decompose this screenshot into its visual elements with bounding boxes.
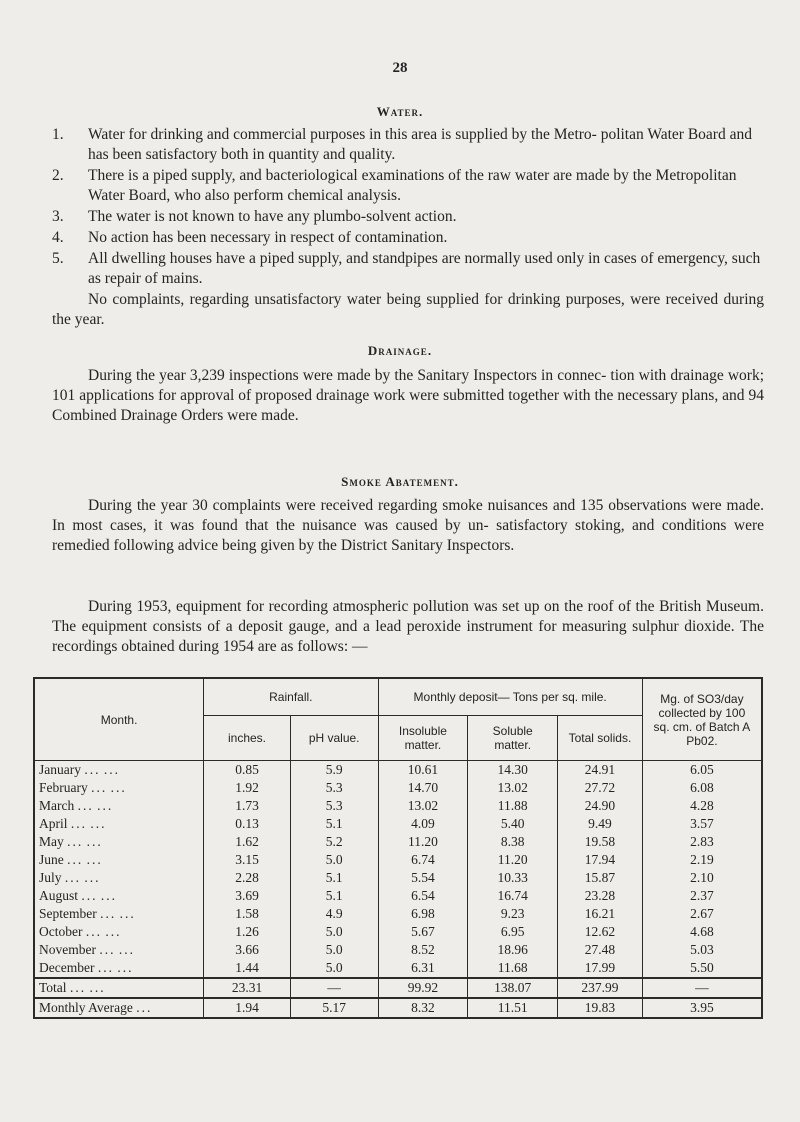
total-row xyxy=(34,978,762,998)
total-cell: 19.58 xyxy=(558,833,643,851)
col-header-soluble: Soluble matter. xyxy=(468,716,558,761)
list-item xyxy=(52,207,764,227)
ph-cell: 5.1 xyxy=(290,815,378,833)
inches-cell: 1.58 xyxy=(204,905,291,923)
insoluble-cell: 10.61 xyxy=(378,761,468,780)
so3-cell: — xyxy=(642,978,762,998)
table-row xyxy=(34,869,762,887)
so3-cell: 2.67 xyxy=(690,906,714,921)
drainage-paragraph: During the year 3,239 inspections were made by the Sanitary Inspectors in connec- tion with drainage work; 101 applications for approval of proposed drainage work were submitted together with the necessary plans, and 94 Combined Drainage Orders were made. xyxy=(52,367,764,424)
soluble-cell: 14.30 xyxy=(468,761,558,780)
month-cell: May ... ... xyxy=(34,833,204,851)
inches-cell: 3.69 xyxy=(204,887,291,905)
table-row xyxy=(34,797,762,815)
inches-cell: 2.28 xyxy=(204,869,291,887)
inches-cell: 1.94 xyxy=(204,998,291,1018)
table-row xyxy=(34,887,762,905)
ph-cell: 5.2 xyxy=(290,833,378,851)
list-number: 2. xyxy=(52,167,64,184)
inches-cell: 23.31 xyxy=(204,978,291,998)
inches-cell: 3.15 xyxy=(204,851,291,869)
list-number: 3. xyxy=(52,208,64,225)
soluble-cell: 11.68 xyxy=(468,959,558,978)
table-row xyxy=(34,941,762,959)
list-number: 1. xyxy=(52,126,64,143)
total-cell: 17.94 xyxy=(558,851,643,869)
so3-cell: 5.50 xyxy=(690,960,714,975)
ph-cell: 5.3 xyxy=(290,779,378,797)
month-cell: August ... ... xyxy=(34,887,204,905)
table-row xyxy=(34,833,762,851)
insoluble-cell: 13.02 xyxy=(378,797,468,815)
month-cell: September ... ... xyxy=(34,905,204,923)
smoke-section xyxy=(52,496,764,556)
water-list xyxy=(52,125,764,330)
total-cell: 24.91 xyxy=(558,761,643,780)
soluble-cell: 11.51 xyxy=(468,998,558,1018)
table-row xyxy=(34,905,762,923)
insoluble-cell: 4.09 xyxy=(378,815,468,833)
soluble-cell: 13.02 xyxy=(468,779,558,797)
total-cell: 23.28 xyxy=(558,887,643,905)
soluble-cell: 138.07 xyxy=(468,978,558,998)
list-text: The water is not known to have any plumbo-solvent action. xyxy=(88,208,457,225)
soluble-cell: 8.38 xyxy=(468,833,558,851)
so3-cell: 5.03 xyxy=(690,942,714,957)
total-cell: 19.83 xyxy=(558,998,643,1018)
total-cell: 17.99 xyxy=(558,959,643,978)
list-text: There is a piped supply, and bacteriological examinations of the raw water are made by the Metropolitan Water Board, who also perform chemical analysis. xyxy=(88,167,737,204)
list-item xyxy=(52,125,764,165)
ph-cell: 5.0 xyxy=(290,923,378,941)
so3-cell: 6.08 xyxy=(690,780,714,795)
insoluble-cell: 14.70 xyxy=(378,779,468,797)
smoke-heading: Smoke Abatement. xyxy=(341,474,459,489)
pollution-paragraph: During 1953, equipment for recording atmospheric pollution was set up on the roof of the British Museum. The equipment consists of a deposit gauge, and a lead peroxide instrument for measuring sulphur dioxide. The recordings obtained during 1954 are as follows: — xyxy=(52,598,764,655)
col-header-ph: pH value. xyxy=(290,716,378,761)
month-cell: December ... ... xyxy=(34,959,204,978)
water-complaints-paragraph: No complaints, regarding unsatisfactory water being supplied for drinking purposes, were received during the year. xyxy=(52,291,764,328)
inches-cell: 0.85 xyxy=(204,761,291,780)
so3-cell: 6.05 xyxy=(690,762,714,777)
insoluble-cell: 5.67 xyxy=(378,923,468,941)
month-cell: October ... ... xyxy=(34,923,204,941)
ph-cell: 5.1 xyxy=(290,869,378,887)
drainage-heading: Drainage. xyxy=(367,343,433,358)
insoluble-cell: 11.20 xyxy=(378,833,468,851)
table-row xyxy=(34,851,762,869)
inches-cell: 1.44 xyxy=(204,959,291,978)
so3-cell: 2.19 xyxy=(690,852,714,867)
inches-cell: 1.92 xyxy=(204,779,291,797)
total-cell: 24.90 xyxy=(558,797,643,815)
ph-cell: 5.3 xyxy=(290,797,378,815)
list-text: No action has been necessary in respect of contamination. xyxy=(88,229,448,246)
total-cell: 27.48 xyxy=(558,941,643,959)
col-header-inches: inches. xyxy=(204,716,291,761)
inches-cell: 1.62 xyxy=(204,833,291,851)
drainage-section xyxy=(52,366,764,426)
insoluble-cell: 6.98 xyxy=(378,905,468,923)
soluble-cell: 10.33 xyxy=(468,869,558,887)
soluble-cell: 18.96 xyxy=(468,941,558,959)
table-row xyxy=(34,761,762,780)
month-cell: November ... ... xyxy=(34,941,204,959)
table-row xyxy=(34,779,762,797)
total-cell: 27.72 xyxy=(558,779,643,797)
soluble-cell: 9.23 xyxy=(468,905,558,923)
col-header-deposit: Monthly deposit— Tons per sq. mile. xyxy=(378,678,642,716)
list-item xyxy=(52,249,764,289)
so3-cell: 3.95 xyxy=(642,998,762,1018)
inches-cell: 1.26 xyxy=(204,923,291,941)
ph-cell: — xyxy=(290,978,378,998)
average-label-cell: Monthly Average ... xyxy=(34,998,204,1018)
list-number: 5. xyxy=(52,250,64,267)
pollution-table xyxy=(33,677,763,1019)
so3-cell: 4.68 xyxy=(690,924,714,939)
ph-cell: 5.1 xyxy=(290,887,378,905)
water-heading: Water. xyxy=(376,104,424,119)
insoluble-cell: 99.92 xyxy=(378,978,468,998)
so3-cell: 4.28 xyxy=(690,798,714,813)
col-header-rainfall: Rainfall. xyxy=(204,678,378,716)
month-cell: April ... ... xyxy=(34,815,204,833)
month-cell: January ... ... xyxy=(34,761,204,780)
so3-cell: 2.37 xyxy=(690,888,714,903)
inches-cell: 3.66 xyxy=(204,941,291,959)
col-header-so3: Mg. of SO3/day collected by 100 sq. cm. of Batch A Pb02. xyxy=(642,678,762,761)
average-row xyxy=(34,998,762,1018)
table-row xyxy=(34,959,762,978)
ph-cell: 5.0 xyxy=(290,851,378,869)
total-cell: 15.87 xyxy=(558,869,643,887)
insoluble-cell: 8.52 xyxy=(378,941,468,959)
insoluble-cell: 8.32 xyxy=(378,998,468,1018)
ph-cell: 5.9 xyxy=(290,761,378,780)
col-header-insoluble: Insoluble matter. xyxy=(378,716,468,761)
ph-cell: 5.17 xyxy=(290,998,378,1018)
inches-cell: 1.73 xyxy=(204,797,291,815)
soluble-cell: 16.74 xyxy=(468,887,558,905)
insoluble-cell: 6.74 xyxy=(378,851,468,869)
month-cell: February ... ... xyxy=(34,779,204,797)
soluble-cell: 6.95 xyxy=(468,923,558,941)
smoke-paragraph: During the year 30 complaints were received regarding smoke nuisances and 135 observations were made. In most cases, it was found that the nuisance was caused by un- satisfactory stoking, and conditions were remedied following advice being given by the District Sanitary Inspectors. xyxy=(52,497,764,554)
col-header-month: Month. xyxy=(34,678,204,761)
inches-cell: 0.13 xyxy=(204,815,291,833)
ph-cell: 5.0 xyxy=(290,959,378,978)
total-cell: 237.99 xyxy=(558,978,643,998)
ph-cell: 5.0 xyxy=(290,941,378,959)
list-number: 4. xyxy=(52,229,64,246)
month-cell: March ... ... xyxy=(34,797,204,815)
ph-cell: 4.9 xyxy=(290,905,378,923)
pollution-section xyxy=(52,597,764,657)
table-row xyxy=(34,923,762,941)
table-row xyxy=(34,815,762,833)
soluble-cell: 11.88 xyxy=(468,797,558,815)
month-cell: July ... ... xyxy=(34,869,204,887)
soluble-cell: 5.40 xyxy=(468,815,558,833)
page-number: 28 xyxy=(392,60,408,76)
list-item xyxy=(52,228,764,248)
list-text: Water for drinking and commercial purposes in this area is supplied by the Metro- politan Water Board and has been satisfactory both in quantity and quality. xyxy=(88,126,752,163)
insoluble-cell: 5.54 xyxy=(378,869,468,887)
insoluble-cell: 6.31 xyxy=(378,959,468,978)
list-text: All dwelling houses have a piped supply, and standpipes are normally used only in cases of emergency, such as repair of mains. xyxy=(88,250,761,287)
month-cell: June ... ... xyxy=(34,851,204,869)
so3-cell: 2.83 xyxy=(690,834,714,849)
insoluble-cell: 6.54 xyxy=(378,887,468,905)
total-cell: 9.49 xyxy=(558,815,643,833)
total-cell: 12.62 xyxy=(558,923,643,941)
col-header-total-solids: Total solids. xyxy=(558,716,643,761)
list-item xyxy=(52,166,764,206)
so3-cell: 3.57 xyxy=(690,816,714,831)
soluble-cell: 11.20 xyxy=(468,851,558,869)
so3-cell: 2.10 xyxy=(690,870,714,885)
total-cell: 16.21 xyxy=(558,905,643,923)
total-label-cell: Total ... ... xyxy=(34,978,204,998)
